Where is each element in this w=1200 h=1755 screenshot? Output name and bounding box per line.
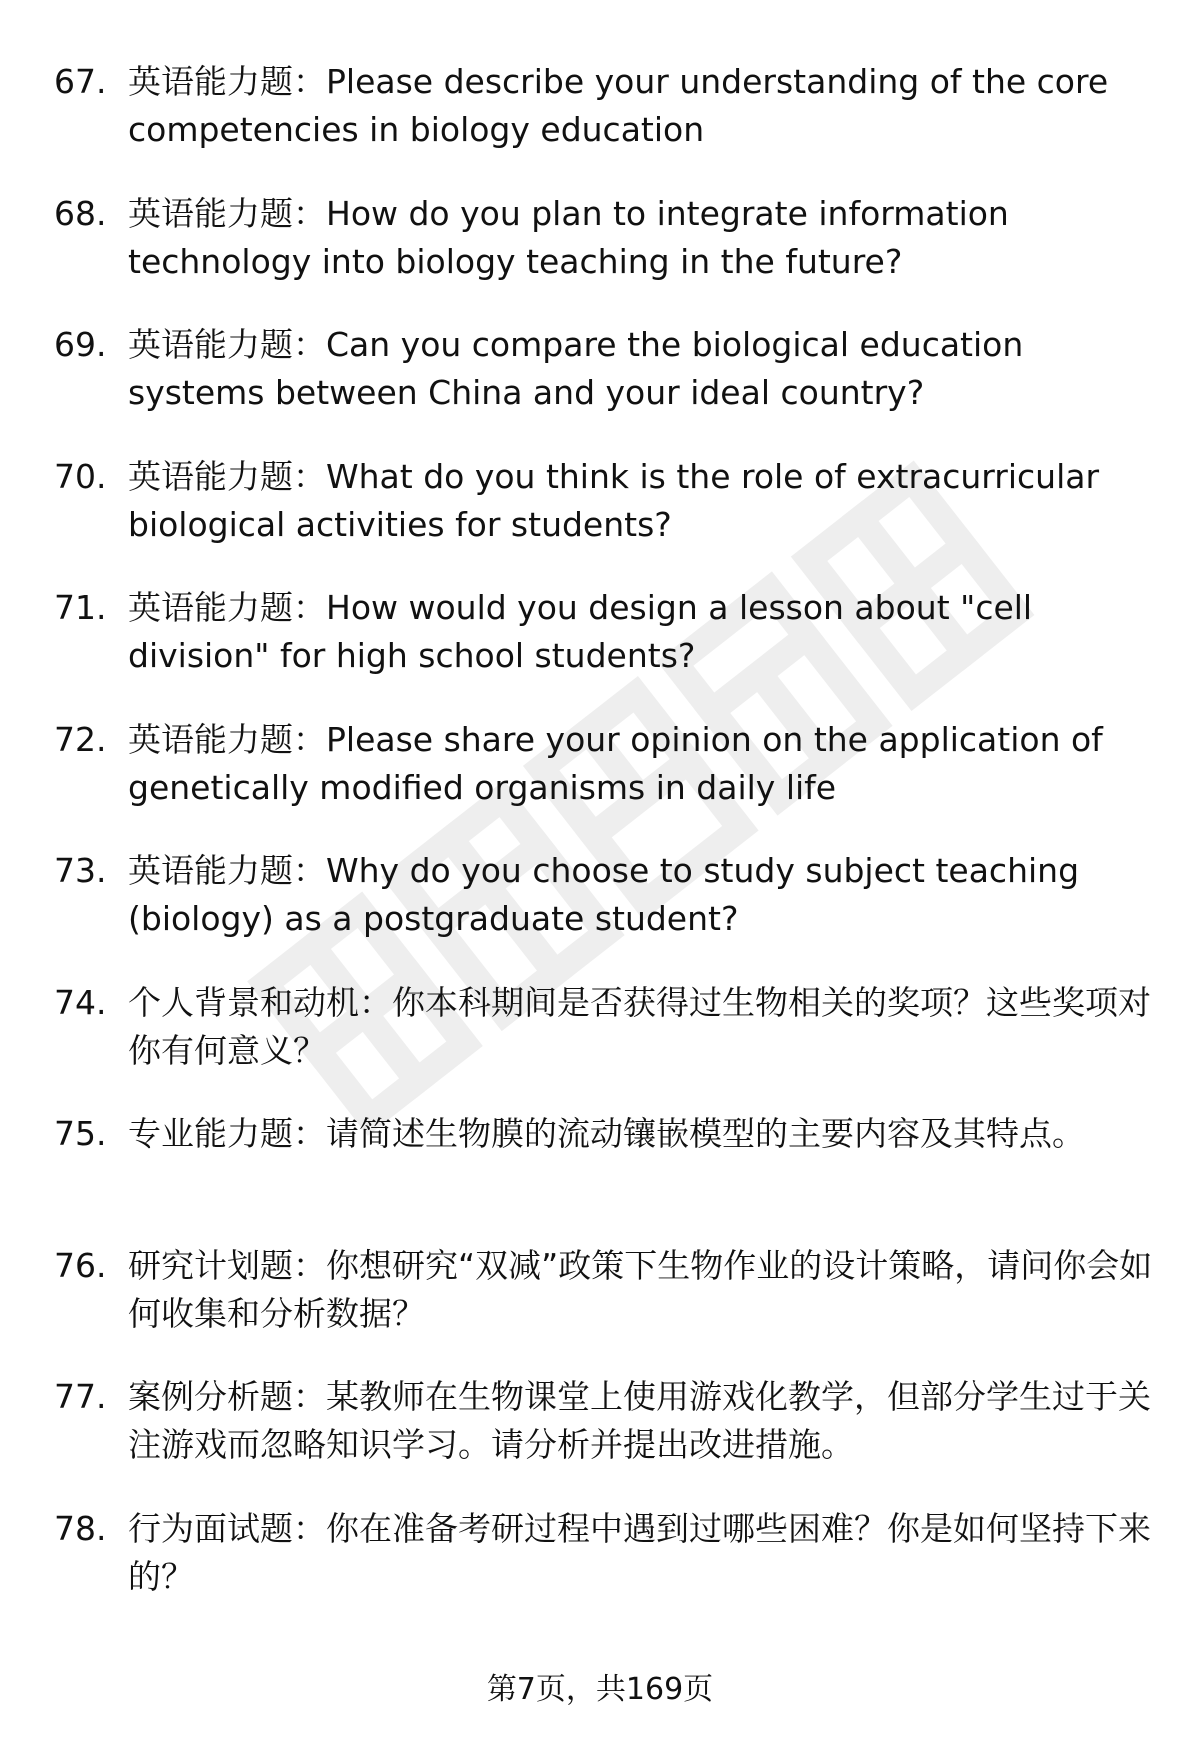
question-text: 英语能力题：Can you compare the biological education systems between China and your ideal country? bbox=[128, 325, 1024, 412]
question-text: 案例分析题：某教师在生物课堂上使用游戏化教学，但部分学生过于关注游戏而忽略知识学习。请分析并提出改进措施。 bbox=[128, 1377, 1151, 1464]
question-item bbox=[54, 979, 1164, 1111]
question-text: 行为面试题：你在准备考研过程中遇到过哪些困难？你是如何坚持下来的？ bbox=[128, 1508, 1151, 1596]
question-text: 专业能力题：请简述生物膜的流动镶嵌模型的主要内容及其特点。 bbox=[128, 1114, 1085, 1153]
question-item bbox=[54, 584, 1164, 716]
question-number: 78. bbox=[54, 1508, 107, 1548]
question-text: 英语能力题：Please describe your understanding of the core competencies in biology education bbox=[128, 62, 1109, 149]
question-number: 75. bbox=[54, 1114, 107, 1153]
question-text: 研究计划题：你想研究“双减”政策下生物作业的设计策略，请问你会如何收集和分析数据？ bbox=[128, 1245, 1153, 1333]
question-item bbox=[54, 190, 1164, 322]
question-text: 英语能力题：What do you think is the role of extracurricular biological activities for students? bbox=[128, 456, 1100, 544]
question-number: 74. bbox=[54, 982, 107, 1022]
question-number: 70. bbox=[54, 456, 107, 496]
question-text: 英语能力题：Please share your opinion on the application of genetically modified organisms in daily life bbox=[128, 719, 1103, 807]
question-number: 76. bbox=[54, 1245, 107, 1285]
question-item bbox=[54, 1242, 1164, 1374]
question-item bbox=[54, 716, 1164, 848]
question-item bbox=[54, 847, 1164, 979]
question-item bbox=[54, 1110, 1164, 1242]
question-number: 72. bbox=[54, 719, 107, 759]
question-text: 英语能力题：How do you plan to integrate information technology into biology teaching in the future? bbox=[128, 193, 1009, 281]
question-list bbox=[54, 58, 1164, 1636]
question-item bbox=[54, 1373, 1164, 1505]
question-item bbox=[54, 58, 1164, 190]
page-footer: 第7页，共169页 bbox=[486, 1672, 714, 1707]
question-number: 68. bbox=[54, 193, 107, 233]
question-number: 69. bbox=[54, 325, 107, 364]
question-item bbox=[54, 1505, 1164, 1637]
question-text: 英语能力题：How would you design a lesson about "cell division" for high school students? bbox=[128, 588, 1033, 675]
question-text: 英语能力题：Why do you choose to study subject teaching (biology) as a postgraduate student? bbox=[128, 851, 1080, 938]
question-item bbox=[54, 321, 1164, 453]
question-text: 个人背景和动机：你本科期间是否获得过生物相关的奖项？这些奖项对你有何意义？ bbox=[128, 982, 1151, 1070]
question-number: 73. bbox=[54, 851, 107, 890]
question-number: 67. bbox=[54, 62, 107, 101]
question-number: 77. bbox=[54, 1377, 107, 1416]
question-item bbox=[54, 453, 1164, 585]
question-number: 71. bbox=[54, 588, 107, 627]
